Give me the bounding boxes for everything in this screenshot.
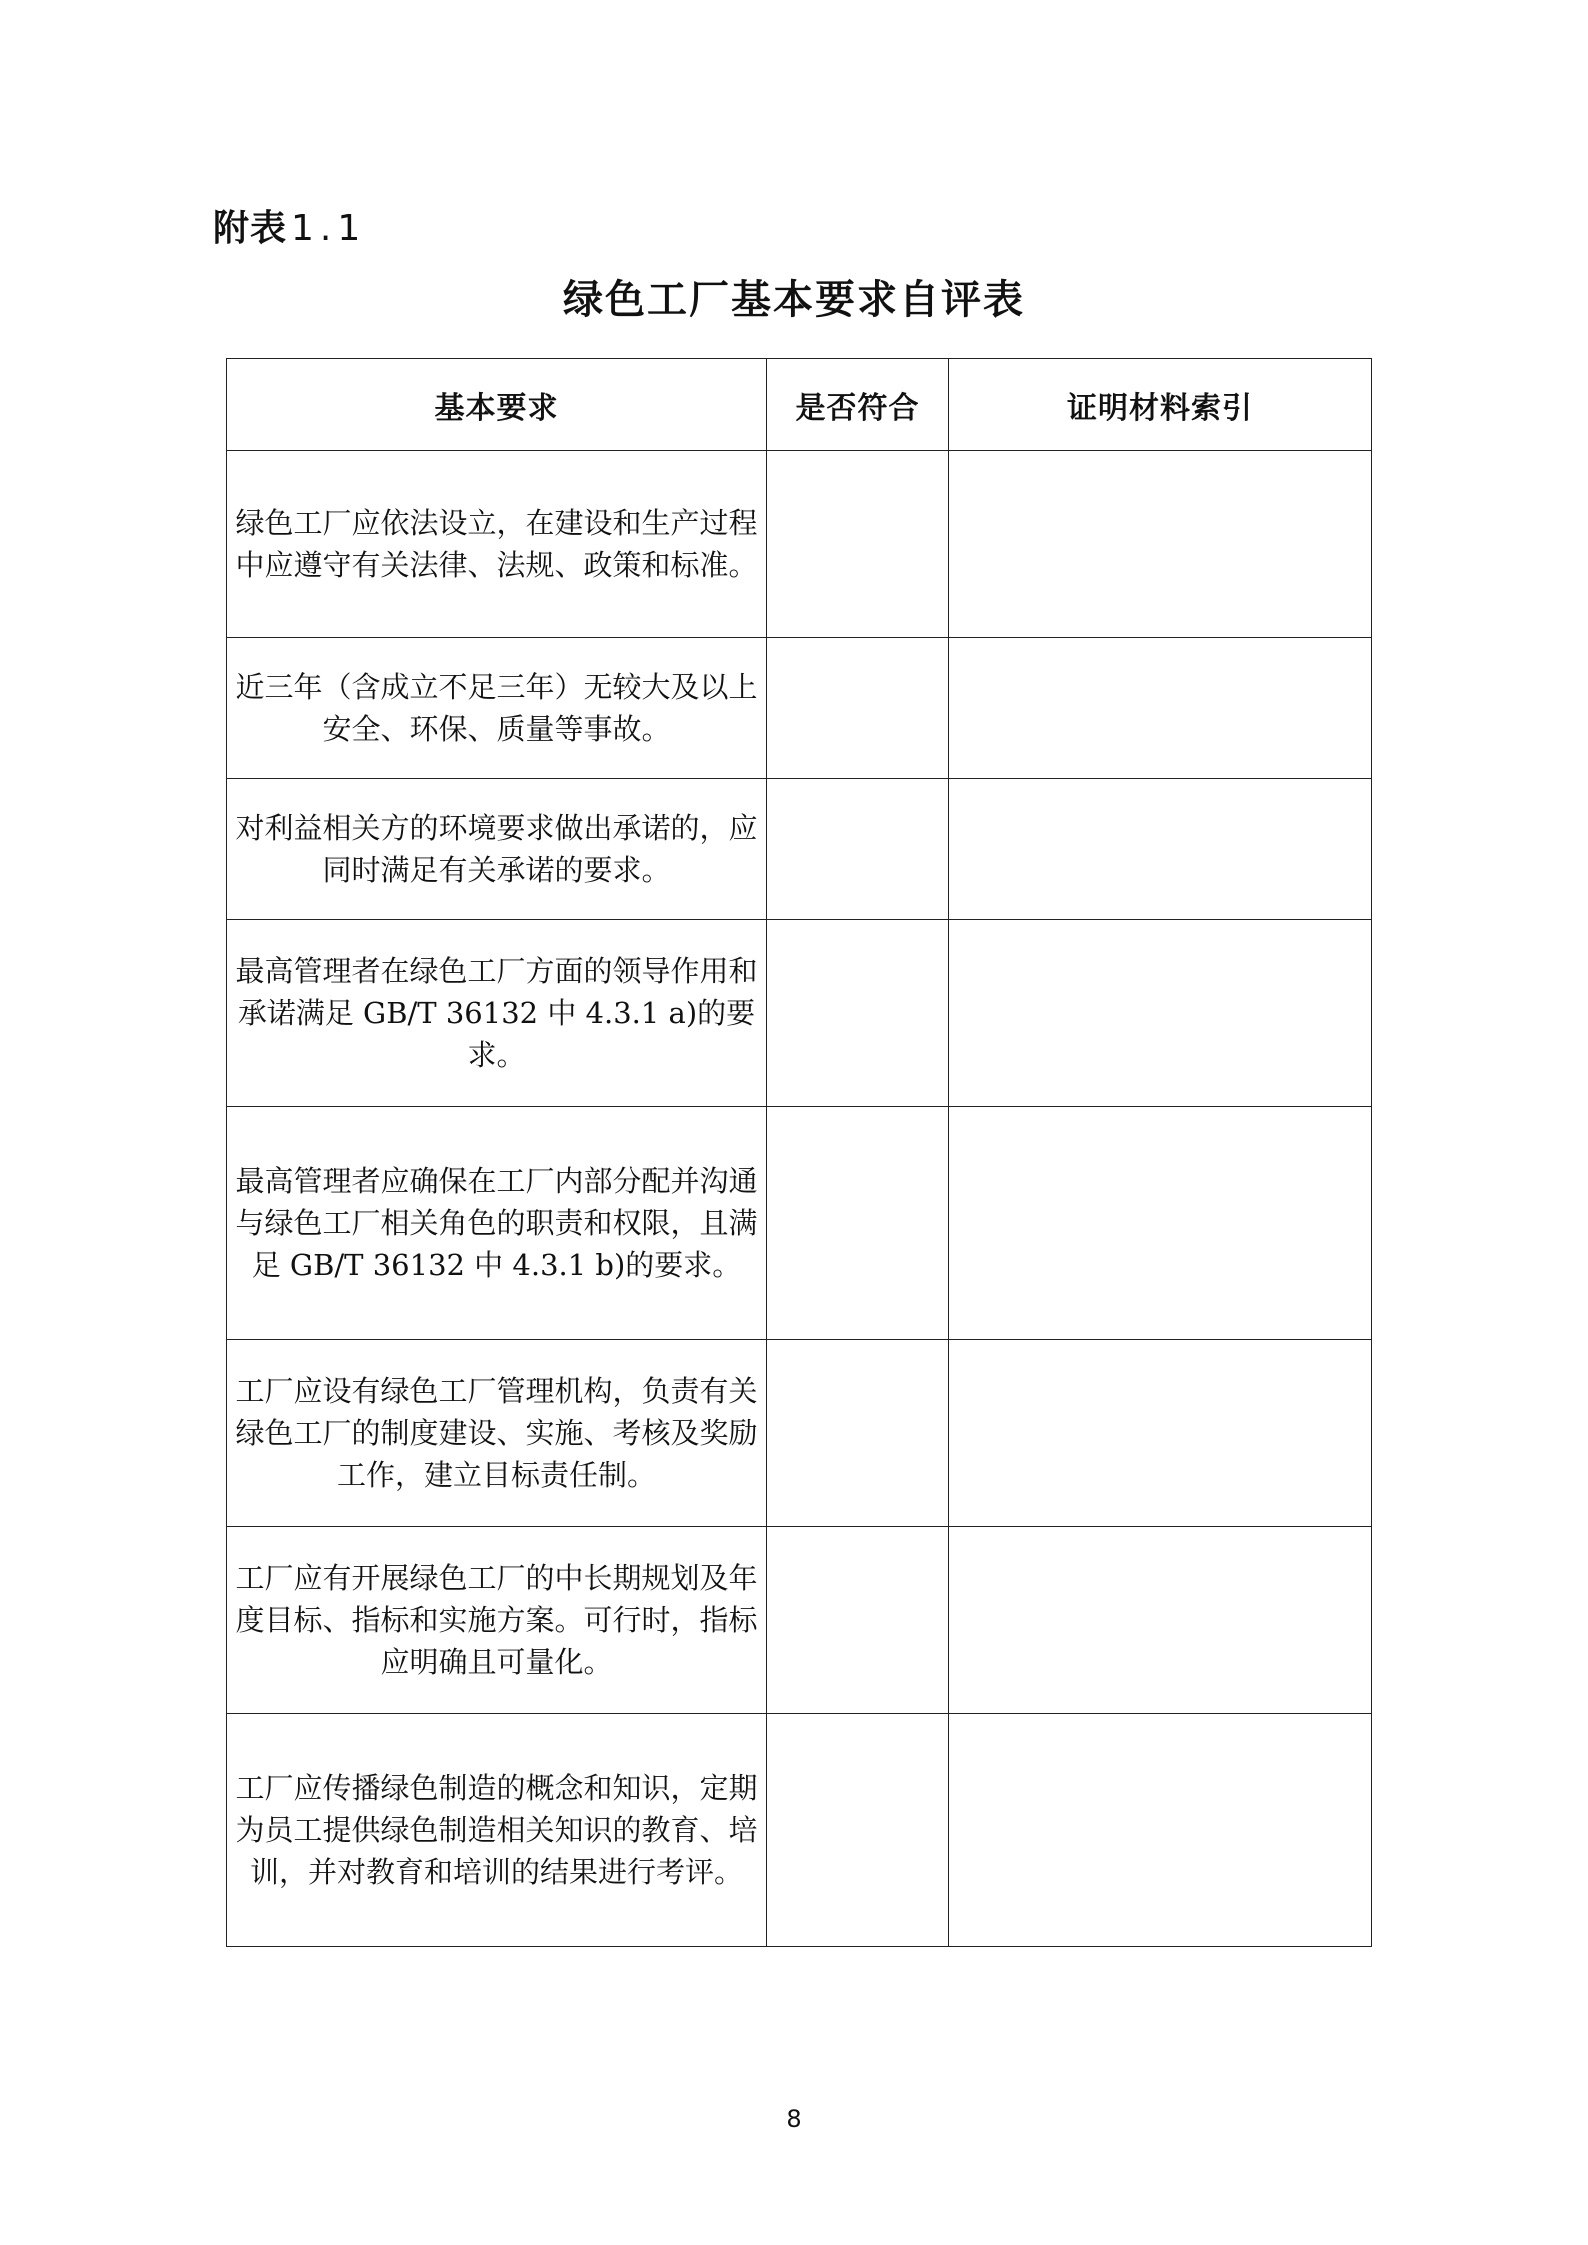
requirement-text: 工厂应有开展绿色工厂的中长期规划及年度目标、指标和实施方案。可行时，指标应明确且可量化。 bbox=[235, 1561, 758, 1679]
requirement-cell bbox=[227, 1107, 767, 1340]
appendix-label-text: 附表 bbox=[213, 208, 288, 249]
table-row bbox=[227, 451, 1372, 638]
evidence-cell[interactable] bbox=[949, 638, 1372, 779]
table-header-row bbox=[227, 359, 1372, 451]
requirement-cell bbox=[227, 1340, 767, 1527]
column-header-evidence: 证明材料索引 bbox=[949, 359, 1372, 451]
requirement-text: 工厂应设有绿色工厂管理机构，负责有关绿色工厂的制度建设、实施、考核及奖励工作，建立目标责任制。 bbox=[235, 1374, 758, 1492]
compliant-cell[interactable] bbox=[767, 451, 949, 638]
compliant-cell[interactable] bbox=[767, 1107, 949, 1340]
requirement-cell bbox=[227, 451, 767, 638]
requirement-cell bbox=[227, 638, 767, 779]
requirement-cell bbox=[227, 1527, 767, 1714]
table-row bbox=[227, 920, 1372, 1107]
requirement-cell bbox=[227, 779, 767, 920]
compliant-cell[interactable] bbox=[767, 638, 949, 779]
table-row bbox=[227, 1527, 1372, 1714]
table-row bbox=[227, 1107, 1372, 1340]
column-header-compliant: 是否符合 bbox=[767, 359, 949, 451]
requirement-text: 近三年（含成立不足三年）无较大及以上安全、环保、质量等事故。 bbox=[235, 670, 758, 746]
compliant-cell[interactable] bbox=[767, 1527, 949, 1714]
appendix-label bbox=[213, 200, 366, 251]
column-header-requirement: 基本要求 bbox=[227, 359, 767, 451]
requirement-text: 最高管理者应确保在工厂内部分配并沟通与绿色工厂相关角色的职责和权限，且满足 GB/T 36132 中 4.3.1 b)的要求。 bbox=[235, 1164, 758, 1282]
compliant-cell[interactable] bbox=[767, 779, 949, 920]
requirement-text: 工厂应传播绿色制造的概念和知识，定期为员工提供绿色制造相关知识的教育、培训，并对教育和培训的结果进行考评。 bbox=[235, 1771, 758, 1889]
requirement-cell bbox=[227, 920, 767, 1107]
evidence-cell[interactable] bbox=[949, 451, 1372, 638]
requirement-text: 绿色工厂应依法设立，在建设和生产过程中应遵守有关法律、法规、政策和标准。 bbox=[235, 506, 758, 582]
evidence-cell[interactable] bbox=[949, 1340, 1372, 1527]
requirement-text: 对利益相关方的环境要求做出承诺的，应同时满足有关承诺的要求。 bbox=[235, 811, 758, 887]
appendix-number: 1.1 bbox=[291, 208, 367, 249]
evidence-cell[interactable] bbox=[949, 1714, 1372, 1947]
self-evaluation-table bbox=[226, 358, 1372, 1947]
compliant-cell[interactable] bbox=[767, 1714, 949, 1947]
requirement-cell bbox=[227, 1714, 767, 1947]
compliant-cell[interactable] bbox=[767, 1340, 949, 1527]
table-row bbox=[227, 638, 1372, 779]
table-row bbox=[227, 1340, 1372, 1527]
evidence-cell[interactable] bbox=[949, 1107, 1372, 1340]
table-row bbox=[227, 1714, 1372, 1947]
evidence-cell[interactable] bbox=[949, 779, 1372, 920]
requirement-text: 最高管理者在绿色工厂方面的领导作用和承诺满足 GB/T 36132 中 4.3.1 a)的要求。 bbox=[235, 954, 758, 1072]
page-title: 绿色工厂基本要求自评表 bbox=[563, 277, 1025, 323]
evidence-cell[interactable] bbox=[949, 920, 1372, 1107]
table-row bbox=[227, 779, 1372, 920]
compliant-cell[interactable] bbox=[767, 920, 949, 1107]
evidence-cell[interactable] bbox=[949, 1527, 1372, 1714]
page-number: 8 bbox=[786, 2105, 802, 2133]
